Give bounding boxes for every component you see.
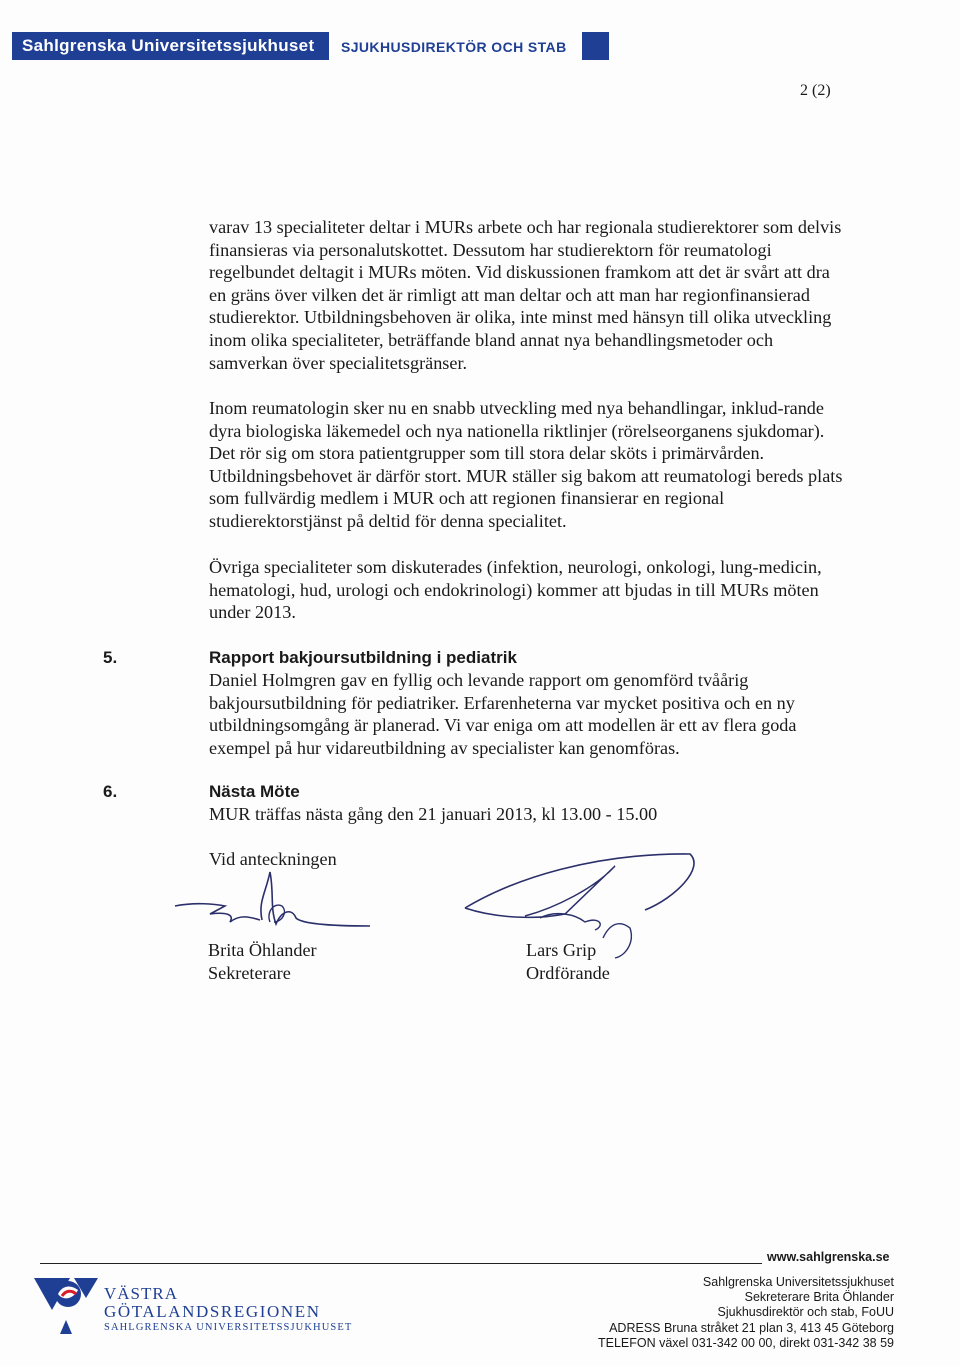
paragraph-specialties: varav 13 specialiteter deltar i MURs arbete och har regionala studierektorer som delvis finansieras via personalutskottet. Dessutom har studierektorn för reumatologi regelbundet deltagit i MURs möten. Vid diskussionen framkom att det är svårt att dra en gräns över vilken det är rimligt att man deltar och att man har regionfinansierad studierektor. Utbildningsbehoven är olika, inte minst med hänsyn till olika utveckling inom olika specialiteter, beträffande bland annat nya behandlingsmetoder och samverkan över specialitetsgränser. bbox=[209, 217, 842, 373]
footer-divider bbox=[40, 1263, 762, 1264]
org-name: Sahlgrenska Universitetssjukhuset bbox=[12, 32, 329, 60]
footer-region-line3: SAHLGRENSKA UNIVERSITETSSJUKHUSET bbox=[104, 1322, 353, 1333]
signatory-role: Sekreterare bbox=[208, 963, 291, 983]
contact-line: Sjukhusdirektör och stab, FoUU bbox=[717, 1305, 894, 1320]
page-number: 2 (2) bbox=[800, 82, 831, 99]
letterhead bbox=[12, 32, 609, 60]
contact-line: ADRESS Bruna stråket 21 plan 3, 413 45 Göteborg bbox=[609, 1320, 894, 1335]
footer-website: www.sahlgrenska.se bbox=[767, 1250, 890, 1264]
signatory-name: Lars Grip bbox=[526, 940, 597, 960]
footer-contact bbox=[598, 1275, 894, 1351]
signatory-chair bbox=[526, 939, 610, 985]
footer-region-line1: VÄSTRA bbox=[104, 1284, 179, 1303]
contact-line: Sekreterare Brita Öhlander bbox=[744, 1290, 894, 1305]
header-square-icon bbox=[582, 32, 609, 60]
contact-line: TELEFON växel 031-342 00 00, direkt 031-342 38 59 bbox=[597, 1335, 894, 1350]
signature-secretary bbox=[170, 862, 375, 940]
contact-line: Sahlgrenska Universitetssjukhuset bbox=[702, 1275, 894, 1289]
signatory-name: Brita Öhlander bbox=[208, 940, 317, 960]
section-text: Daniel Holmgren gav en fyllig och levande rapport om genomförd tvåårig bakjoursutbildning för pediatriker. Erfarenheterna var mycket positiva och en ny utbildningsomgång är planerad. Vi var eniga om att modellen är ett av flera goda exempel på hur vidareutbildning av specialister kan genomföras. bbox=[209, 670, 797, 758]
signoff-text: Vid anteckningen bbox=[209, 849, 337, 869]
paragraph-other-specialties: Övriga specialiteter som diskuterades (infektion, neurologi, onkologi, lung-medicin, hematologi, hud, urologi och endokrinologi) kommer att bjudas in till MURs möten under 2013. bbox=[209, 557, 822, 623]
section-number: 6. bbox=[103, 782, 118, 801]
footer-region-line2: GÖTALANDSREGIONEN bbox=[104, 1302, 321, 1321]
unit-name: SJUKHUSDIREKTÖR OCH STAB bbox=[341, 39, 567, 55]
section-title: Nästa Möte bbox=[209, 782, 300, 801]
signatory-role: Ordförande bbox=[526, 963, 610, 983]
vgr-logo-icon bbox=[34, 1276, 98, 1336]
paragraph-rheumatology: Inom reumatologin sker nu en snabb utveckling med nya behandlingar, inklud-rande dyra biologiska läkemedel och nya nationella riktlinjer (rörelseorganens sjukdomar). Det rör sig om stora patientgrupper som till stora delar sköts i primärvården. Utbildningsbehovet är därför stort. MUR ställer sig bakom att reumatologi bereds plats som fullvärdig medlem i MUR och att regionen finansierar en regional studierektorstjänst på deltid för denna specialitet. bbox=[209, 398, 843, 531]
section-number: 5. bbox=[103, 648, 118, 667]
section-text: MUR träffas nästa gång den 21 januari 2013, kl 13.00 - 15.00 bbox=[209, 804, 658, 824]
section-title: Rapport bakjoursutbildning i pediatrik bbox=[209, 648, 517, 667]
signatory-secretary bbox=[208, 939, 317, 985]
